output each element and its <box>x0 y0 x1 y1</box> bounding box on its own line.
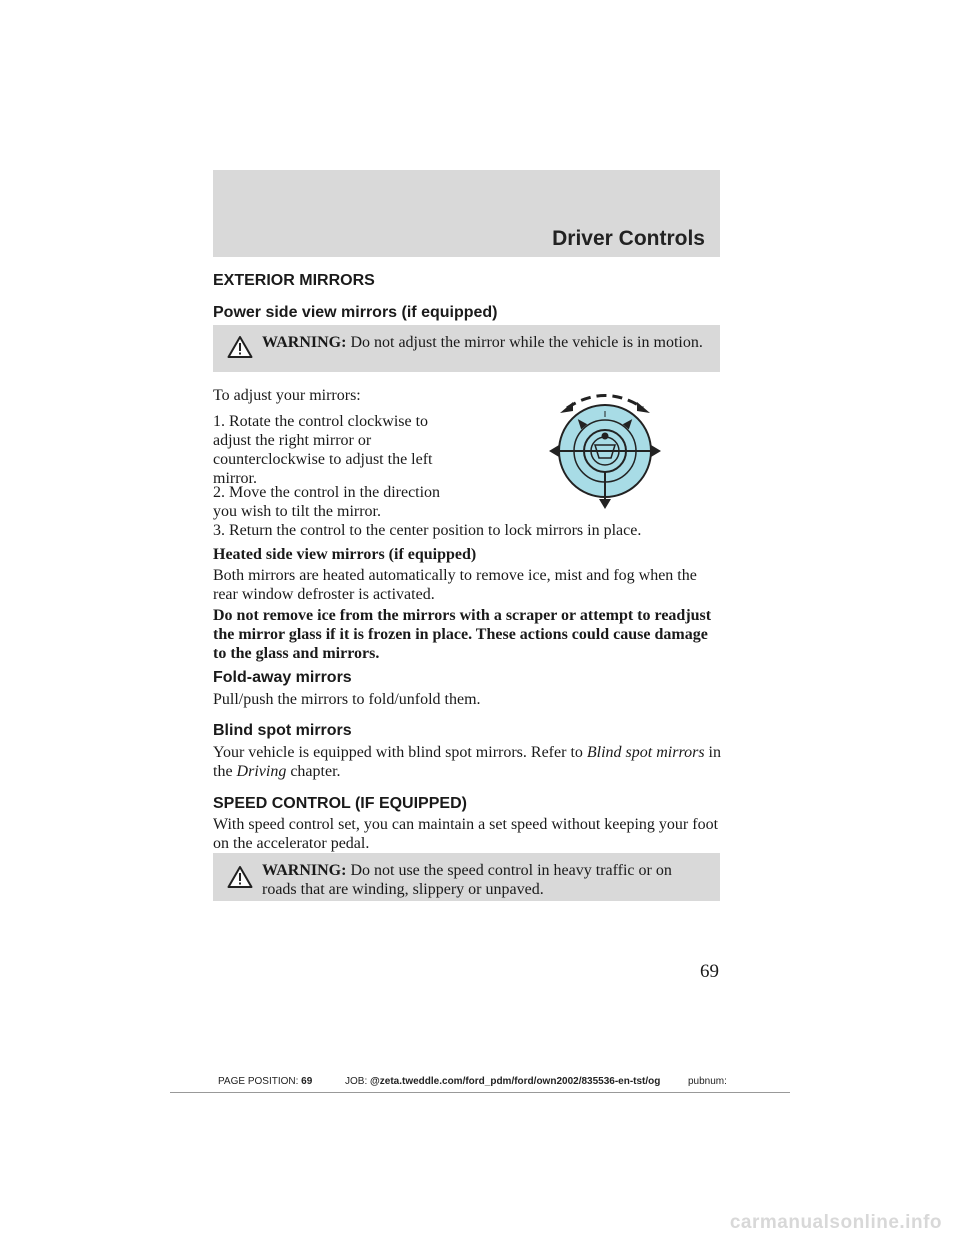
page-number: 69 <box>700 961 719 982</box>
mirrors-intro: To adjust your mirrors: <box>213 387 361 404</box>
blindspot-text-part: in the <box>213 744 721 780</box>
heated-mirrors-text: Both mirrors are heated automatically to remove ice, mist and fog when the rear window defroster is activated. <box>213 567 697 603</box>
section-title: Driver Controls <box>552 227 705 250</box>
mirror-control-dial-icon <box>545 383 665 513</box>
warning-text-speed-control <box>262 861 708 899</box>
blindspot-text <box>213 743 723 781</box>
blindspot-text-part: Your vehicle is equipped with blind spot mirrors. Refer to <box>213 744 587 761</box>
heading-exterior-mirrors: EXTERIOR MIRRORS <box>213 272 375 289</box>
blindspot-chapter-reference: Driving <box>236 763 287 780</box>
footer-page-position <box>218 1076 312 1087</box>
footer-pubnum: pubnum: <box>688 1076 727 1087</box>
foldaway-text: Pull/push the mirrors to fold/unfold them. <box>213 691 481 708</box>
speed-control-text: With speed control set, you can maintain a set speed without keeping your foot on the accelerator pedal. <box>213 816 719 852</box>
footer-job-label: JOB: <box>345 1076 368 1087</box>
heading-power-mirrors: Power side view mirrors (if equipped) <box>213 304 498 321</box>
mirror-step-1: 1. Rotate the control clockwise to adjust the right mirror or counterclockwise to adjust the left mirror. <box>213 413 433 487</box>
footer-job-value: @zeta.tweddle.com/ford_pdm/ford/own2002/835536-en-tst/og <box>370 1076 661 1087</box>
mirror-step-2: 2. Move the control in the direction you wish to tilt the mirror. <box>213 484 441 520</box>
warning-triangle-icon <box>227 335 253 359</box>
warning-box-speed-control <box>213 853 720 901</box>
heading-foldaway-mirrors: Fold-away mirrors <box>213 669 352 686</box>
footer-page-position-label: PAGE POSITION: <box>218 1076 299 1087</box>
blindspot-reference: Blind spot mirrors <box>586 744 705 761</box>
warning-triangle-icon <box>227 865 253 889</box>
warning-text-mirror <box>262 333 708 352</box>
warning-message: Do not use the speed control in heavy traffic or on roads that are winding, slippery or unpaved. <box>262 862 672 898</box>
heading-speed-control: SPEED CONTROL (IF EQUIPPED) <box>213 795 467 812</box>
watermark: carmanualsonline.info <box>729 1212 942 1233</box>
warning-message: Do not adjust the mirror while the vehicle is in motion. <box>350 334 703 351</box>
warning-box-mirror <box>213 325 720 372</box>
blindspot-text-part: chapter. <box>286 763 341 780</box>
heading-heated-mirrors: Heated side view mirrors (if equipped) <box>213 546 477 563</box>
warning-label: WARNING: <box>262 862 347 879</box>
heading-blindspot-mirrors: Blind spot mirrors <box>213 722 352 739</box>
footer-page-position-value: 69 <box>301 1076 313 1087</box>
mirror-step-3: 3. Return the control to the center position to lock mirrors in place. <box>213 522 642 539</box>
footer-job <box>345 1076 660 1087</box>
section-header-band <box>213 170 720 257</box>
footer-divider <box>170 1092 790 1093</box>
heated-mirrors-caution: Do not remove ice from the mirrors with a scraper or attempt to readjust the mirror glass if it is frozen in place. These actions could cause damage to the glass and mirrors. <box>213 607 712 662</box>
warning-label: WARNING: <box>262 334 347 351</box>
